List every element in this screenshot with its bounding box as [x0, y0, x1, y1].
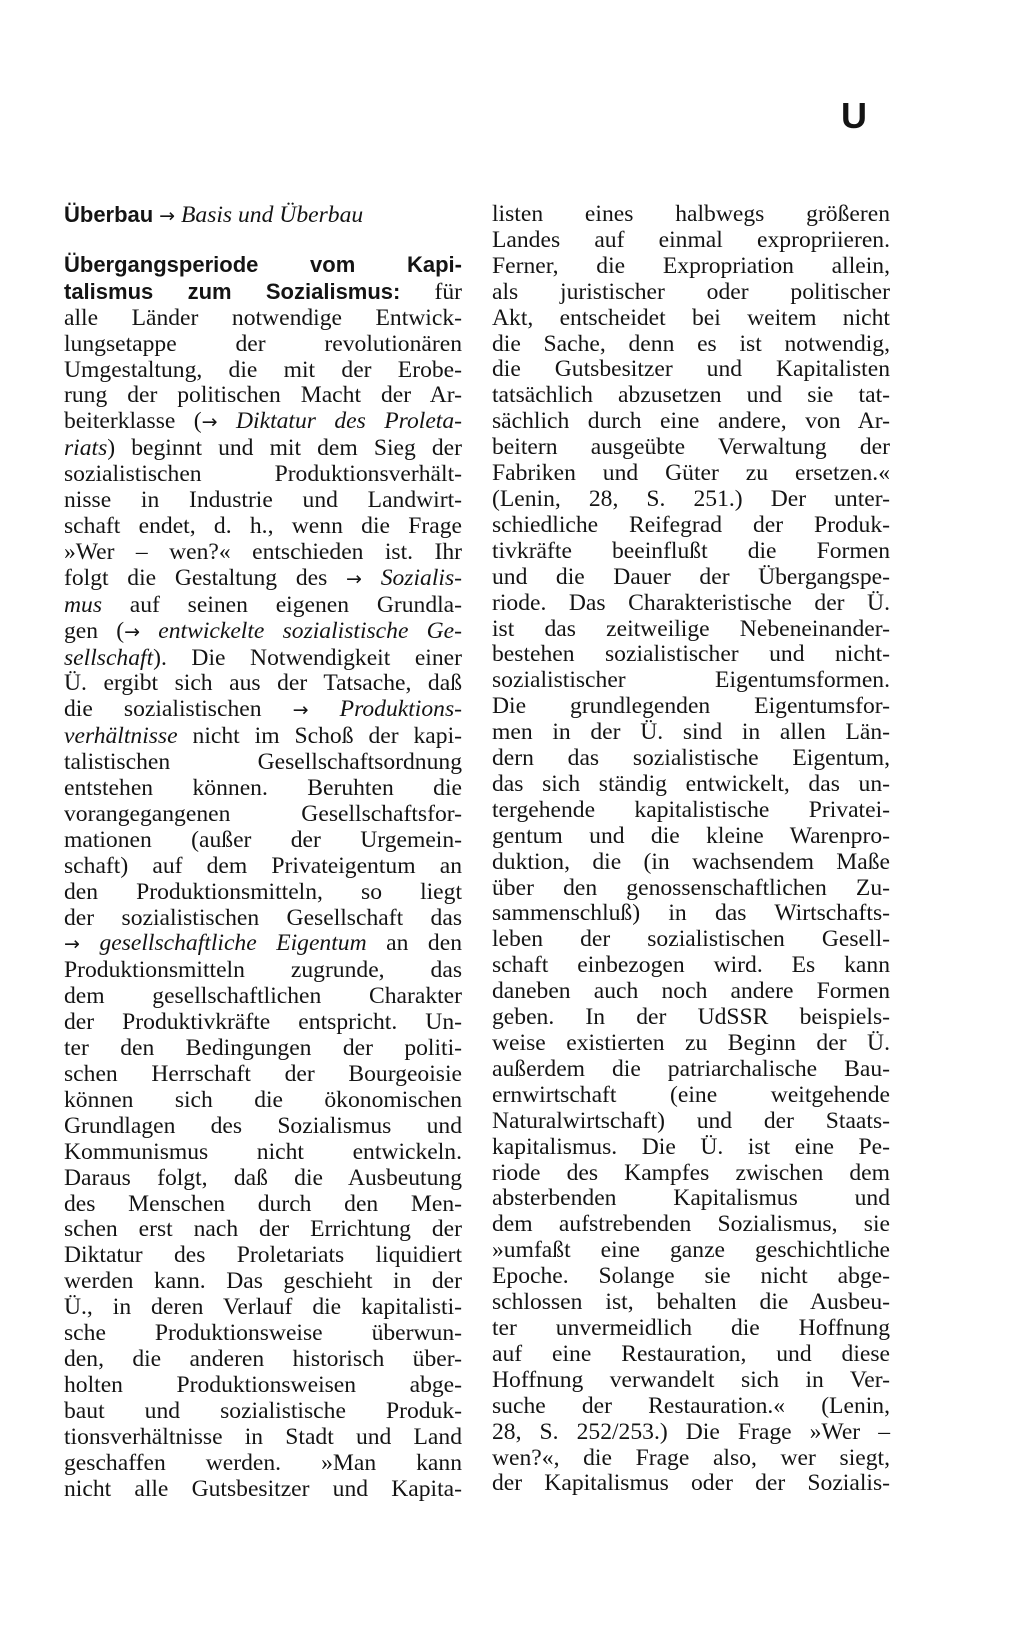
entry-uebergangsperiode: [64, 252, 462, 1503]
text-line: sammenschluß) in das Wirtschafts-: [492, 900, 890, 927]
text-run: nicht im Schoß der kapi-: [177, 723, 462, 750]
text-line: leben der sozialistischen Gesell-: [492, 926, 890, 953]
cross-reference: verhältnisse: [64, 723, 178, 750]
text-line: schen Herrschaft der Bourgeoisie: [64, 1061, 462, 1087]
text-line: Kommunismus nicht entwickeln.: [64, 1138, 462, 1165]
text-line: die Gutsbesitzer und Kapitalisten: [492, 356, 890, 383]
text-line: talistischen Gesellschaftsordnung: [64, 749, 462, 776]
text-line: den, die anderen historisch über-: [64, 1345, 462, 1372]
text-line: Akt, entscheidet bei weitem nicht: [492, 304, 890, 331]
text-line: [64, 436, 462, 462]
text-run: für: [400, 278, 462, 305]
cross-reference: entwickelte sozialistische Ge-: [140, 617, 463, 644]
text-line: dem gesellschaftlichen Charakter: [64, 983, 462, 1010]
text-line: der Produktivkräfte entspricht. Un-: [64, 1009, 462, 1036]
cross-reference: Sozialis-: [361, 564, 462, 591]
entry-heading-line: [64, 252, 462, 279]
text-line: als juristischer oder politischer: [492, 278, 890, 305]
cross-reference: mus: [64, 591, 103, 618]
text-line: gentum und die kleine Warenpro-: [492, 822, 890, 849]
text-line: dern das sozialistische Eigentum,: [492, 745, 890, 772]
text-line: den Produktionsmitteln, so liegt: [64, 878, 462, 905]
text-line: geben. In der UdSSR beispiels-: [492, 1004, 890, 1031]
text-line: werden kann. Das geschieht in der: [64, 1268, 462, 1295]
entry-term: talismus zum Sozialismus:: [64, 278, 401, 304]
text-line: rung der politischen Macht der Ar-: [64, 382, 462, 409]
text-line: über den genossenschaftlichen Zu-: [492, 874, 890, 901]
text-line: sozialistischer Eigentumsformen.: [492, 667, 890, 694]
text-run: beiterklasse (: [64, 408, 202, 435]
text-line: schlossen ist, behalten die Ausbeu-: [492, 1289, 890, 1316]
text-line: 28, S. 252/253.) Die Frage »Wer –: [492, 1418, 890, 1445]
text-line: wen?«, die Frage also, wer siegt,: [492, 1444, 890, 1471]
text-line: suche der Restauration.« (Lenin,: [492, 1392, 890, 1419]
text-line: Daraus folgt, daß die Ausbeutung: [64, 1164, 462, 1191]
cross-reference-arrow-icon: →: [159, 205, 176, 227]
text-line: listen eines halbwegs größeren: [492, 201, 890, 227]
text-line: Die grundlegenden Eigentumsfor-: [492, 693, 890, 720]
text-line: ernwirtschaft (eine weitgehende: [492, 1081, 890, 1108]
text-line: geschaffen werden. »Man kann: [64, 1449, 462, 1476]
text-line: »Wer – wen?« entschieden ist. Ihr: [64, 538, 462, 565]
text-line: Ferner, die Expropriation allein,: [492, 252, 890, 279]
text-line: entstehen können. Beruhten die: [64, 775, 462, 802]
text-line: schaft einbezogen wird. Es kann: [492, 952, 890, 979]
entry-term: Überbau: [64, 202, 154, 227]
text-line: Fabriken und Güter zu ersetzen.«: [492, 460, 890, 487]
text-line: Produktionsmitteln zugrunde, das: [64, 957, 462, 984]
entry-ueberbau: [64, 202, 462, 230]
text-line: ter den Bedingungen der politi-: [64, 1035, 462, 1062]
cross-reference-arrow-icon: →: [292, 699, 309, 722]
cross-reference-arrow-icon: →: [64, 933, 80, 956]
text-line: riode des Kampfes zwischen dem: [492, 1159, 890, 1186]
cross-reference: Basis und Überbau: [180, 202, 364, 228]
cross-reference: Diktatur des Proleta-: [217, 408, 462, 435]
text-line: und die Dauer der Übergangspe-: [492, 563, 890, 590]
text-line: Naturalwirtschaft) und der Staats-: [492, 1107, 890, 1134]
text-line: dem aufstrebenden Sozialismus, sie: [492, 1211, 890, 1238]
text-run: gen (: [64, 617, 125, 644]
text-line: riode. Das Charakteristische der Ü.: [492, 589, 890, 616]
text-line: (Lenin, 28, S. 251.) Der unter-: [492, 485, 890, 512]
right-column: [492, 202, 890, 1497]
text-line: Epoche. Solange sie nicht abge-: [492, 1263, 890, 1290]
text-line: tatsächlich abzusetzen und sie tat-: [492, 382, 890, 409]
entry-term: Übergangsperiode vom Kapi-: [64, 251, 462, 277]
text-run: folgt die Gestaltung des: [64, 564, 347, 591]
text-line: kapitalismus. Die Ü. ist eine Pe-: [492, 1133, 890, 1160]
text-line: der sozialistischen Gesellschaft das: [64, 904, 462, 931]
text-line: auf eine Restauration, und diese: [492, 1340, 890, 1367]
text-line: nicht alle Gutsbesitzer und Kapita-: [64, 1475, 462, 1502]
text-run: ) beginnt und mit dem Sieg der: [107, 435, 462, 462]
text-line: sozialistischen Produktionsverhält-: [64, 461, 462, 488]
text-line: [64, 619, 462, 646]
section-letter: U: [841, 95, 867, 136]
text-line: das sich ständig entwickelt, das un-: [492, 770, 890, 797]
text-line: sche Produktionsweise überwun-: [64, 1320, 462, 1347]
text-line: [64, 593, 462, 619]
cross-reference: sellschaft: [64, 644, 154, 671]
text-line: tivkräfte beeinflußt die Formen: [492, 537, 890, 564]
text-line: schiedliche Reifegrad der Produk-: [492, 511, 890, 538]
text-line: [64, 724, 462, 750]
text-line: tionsverhältnisse in Stadt und Land: [64, 1423, 462, 1450]
text-line: Hoffnung verwandelt sich in Ver-: [492, 1366, 890, 1393]
text-line: lungsetappe der revolutionären: [64, 330, 462, 357]
text-line: außerdem die patriarchalische Bau-: [492, 1055, 890, 1082]
text-line: bestehen sozialistischer und nicht-: [492, 641, 890, 668]
cross-reference-arrow-icon: →: [124, 620, 141, 643]
text-line: Diktatur des Proletariats liquidiert: [64, 1242, 462, 1269]
text-line: [64, 646, 462, 672]
text-line: schen erst nach der Errichtung der: [64, 1216, 462, 1243]
text-line: [64, 566, 462, 593]
text-line: Grundlagen des Sozialismus und: [64, 1112, 462, 1139]
text-line: Landes auf einmal expropriieren.: [492, 226, 890, 253]
text-line: sächlich durch eine andere, von Ar-: [492, 408, 890, 435]
text-run: an den: [366, 930, 462, 957]
text-line: mationen (außer der Urgemein-: [64, 826, 462, 853]
text-line: [64, 409, 462, 436]
text-line: schaft endet, d. h., wenn die Frage: [64, 512, 462, 539]
text-line: weise existierten zu Beginn der Ü.: [492, 1030, 890, 1056]
text-line: [64, 931, 462, 958]
text-line: alle Länder notwendige Entwick-: [64, 304, 462, 331]
text-line: die Sache, denn es ist notwendig,: [492, 330, 890, 357]
cross-reference: riats: [64, 435, 108, 462]
text-line: »umfaßt eine ganze geschichtliche: [492, 1237, 890, 1264]
text-line: beitern ausgeübte Verwaltung der: [492, 434, 890, 461]
text-line: ist das zeitweilige Nebeneinander-: [492, 615, 890, 642]
left-column: [64, 202, 462, 1502]
text-line: ter unvermeidlich die Hoffnung: [492, 1314, 890, 1341]
text-line: holten Produktionsweisen abge-: [64, 1371, 462, 1398]
text-run: die sozialistischen: [64, 696, 293, 723]
entry-heading-line: [64, 279, 462, 306]
text-line: Ü. ergibt sich aus der Tatsache, daß: [64, 670, 462, 697]
text-line: baut und sozialistische Produk-: [64, 1397, 462, 1424]
text-line: des Menschen durch den Men-: [64, 1190, 462, 1217]
entry-line: [64, 202, 462, 230]
text-line: men in der Ü. sind in allen Län-: [492, 719, 890, 746]
cross-reference-arrow-icon: →: [346, 567, 362, 590]
text-line: tergehende kapitalistische Privatei-: [492, 796, 890, 823]
text-line: duktion, die (in wachsendem Maße: [492, 848, 890, 875]
text-run: auf seinen eigenen Grundla-: [102, 591, 462, 618]
text-line: schaft) auf dem Privateigentum an: [64, 852, 462, 879]
text-run: ). Die Notwendigkeit einer: [153, 644, 462, 671]
text-line: Ü., in deren Verlauf die kapitalisti-: [64, 1294, 462, 1321]
text-line: daneben auch noch andere Formen: [492, 978, 890, 1005]
text-line: [64, 697, 462, 724]
cross-reference: Produktions-: [308, 696, 462, 723]
cross-reference: gesellschaftliche Eigentum: [79, 930, 367, 957]
text-line: nisse in Industrie und Landwirt-: [64, 487, 462, 514]
text-line: der Kapitalismus oder der Sozialis-: [492, 1470, 890, 1497]
text-line: absterbenden Kapitalismus und: [492, 1185, 890, 1212]
cross-reference-arrow-icon: →: [201, 411, 218, 434]
text-line: können sich die ökonomischen: [64, 1086, 462, 1113]
text-line: vorangegangenen Gesellschaftsfor-: [64, 800, 462, 827]
text-line: Umgestaltung, die mit der Erobe-: [64, 356, 462, 383]
